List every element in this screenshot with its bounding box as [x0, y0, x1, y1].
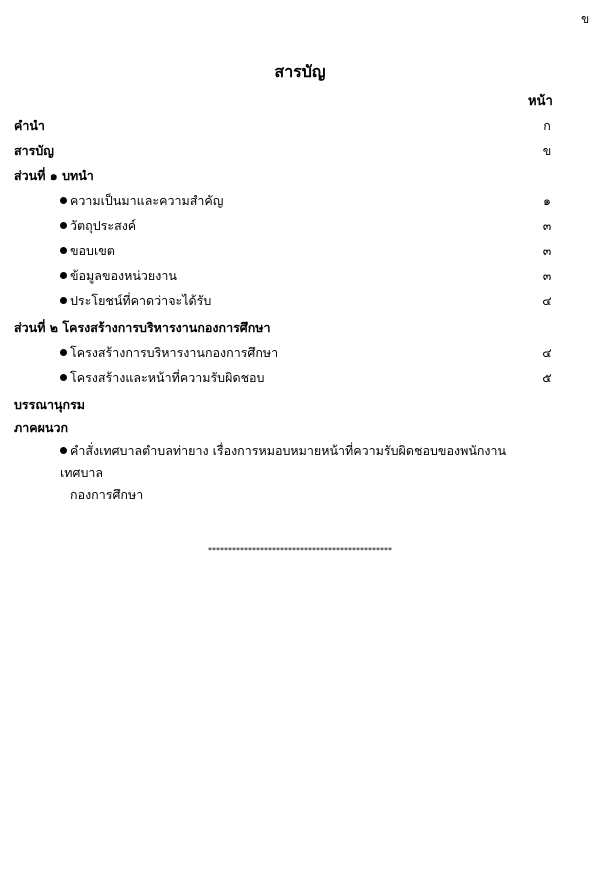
toc-page: ๔	[542, 345, 552, 360]
toc-entry	[0, 266, 600, 288]
toc-entry	[0, 191, 600, 213]
toc-label: โครงสร้างการบริหารงานกองการศึกษา	[70, 345, 279, 360]
toc-page: ๓	[542, 268, 552, 283]
toc-page: ก	[543, 118, 551, 133]
toc-label: ความเป็นมาและความสำคัญ	[70, 193, 224, 208]
toc-page: ๔	[542, 293, 552, 308]
bullet-icon	[60, 349, 67, 356]
bullet-icon	[60, 247, 67, 254]
asterisk-divider: **********************************************	[208, 546, 392, 555]
document-title: สารบัญ	[274, 62, 326, 81]
toc-label: วัตถุประสงค์	[70, 218, 137, 233]
toc-label: ประโยชน์ที่คาดว่าจะได้รับ	[70, 293, 212, 308]
toc-label: ส่วนที่ ๒ โครงสร้างการบริหารงานกองการศึกษา	[14, 320, 271, 335]
bullet-icon	[60, 197, 67, 204]
toc-section-2	[0, 318, 600, 340]
toc-entry	[0, 291, 600, 313]
toc-page: ข	[542, 143, 552, 158]
toc-label: ภาคผนวก	[14, 420, 69, 435]
bullet-icon	[60, 447, 67, 454]
toc-label: คำนำ	[14, 118, 45, 133]
toc-label: บรรณานุกรม	[14, 397, 86, 412]
toc-page: ๓	[542, 218, 552, 233]
toc-entry	[0, 216, 600, 238]
bullet-icon	[60, 222, 67, 229]
toc-label: ขอบเขต	[70, 243, 115, 258]
toc-label: โครงสร้างและหน้าที่ความรับผิดชอบ	[70, 370, 265, 385]
bullet-icon	[60, 297, 67, 304]
toc-entry-preface	[0, 116, 600, 138]
appendix-item	[60, 440, 540, 506]
page-column-header: หน้า	[528, 94, 553, 109]
toc-entry	[0, 343, 600, 365]
toc-entry	[0, 241, 600, 263]
bullet-icon	[60, 374, 67, 381]
toc-label: สารบัญ	[14, 143, 54, 158]
toc-label: ส่วนที่ ๑ บทนำ	[14, 168, 94, 183]
toc-entry-bibliography	[0, 395, 600, 417]
toc-page: ๕	[542, 370, 552, 385]
toc-page: ๓	[542, 243, 552, 258]
appendix-line-2: กองการศึกษา	[70, 487, 144, 502]
toc-page: ๑	[543, 193, 551, 208]
toc-section-1	[0, 166, 600, 188]
bullet-icon	[60, 272, 67, 279]
page-number: ข	[581, 12, 590, 26]
toc-entry-contents	[0, 141, 600, 163]
toc-label: ข้อมูลของหน่วยงาน	[70, 268, 177, 283]
toc-entry-appendix	[0, 418, 600, 440]
toc-entry	[0, 368, 600, 390]
appendix-line-1: คำสั่งเทศบาลตำบลท่ายาง เรื่องการหมอบหมายหน้าที่ความรับผิดชอบของพนักงานเทศบาล	[60, 443, 507, 480]
